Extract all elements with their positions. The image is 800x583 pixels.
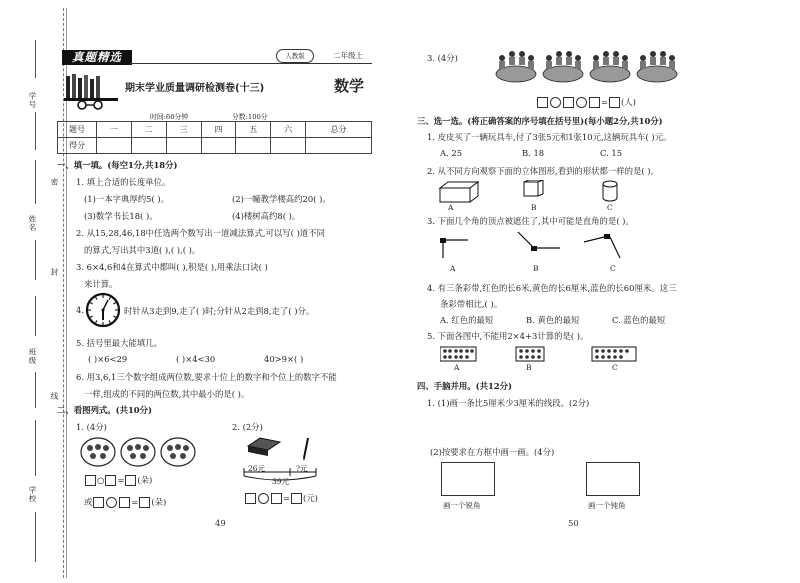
section-1-title: 一、填一填。(每空1分,共18分) — [57, 160, 178, 170]
s4-question-1: 1. (1)画一条比5厘米少3厘米的线段。(2分) — [427, 398, 590, 408]
answer-box[interactable] — [291, 493, 302, 504]
school-line-lower — [35, 512, 36, 562]
clock-icon — [85, 292, 121, 328]
s1-q1-item-3: (3)数学书长18( )。 — [84, 211, 158, 221]
s3-q1-option-b[interactable]: B. 18 — [522, 148, 545, 158]
exam-time: 时间:60分钟 — [150, 113, 189, 121]
student-id-line-lower — [35, 112, 36, 150]
answer-box[interactable] — [125, 475, 136, 486]
score-cell[interactable] — [166, 138, 201, 154]
seal-word-feng: 封 — [50, 268, 59, 276]
answer-box[interactable] — [245, 493, 256, 504]
s1-question-5: 5. 括号里最大能填几。 — [76, 338, 163, 348]
score-table-row2-label: 得分 — [58, 138, 97, 154]
score-col-4: 四 — [201, 122, 236, 138]
score-col-total: 总分 — [306, 122, 372, 138]
s1-q1-item-4: (4)楼树高约8( )。 — [232, 211, 301, 221]
s2-q1-equation-1: ○ = (朵) — [84, 474, 152, 486]
s2-q2-equation: = (元) — [244, 492, 318, 504]
answer-circle[interactable] — [576, 97, 587, 108]
right-q3-equation: = (人) — [536, 96, 636, 108]
answer-box[interactable] — [271, 493, 282, 504]
student-id-label: 学号 — [28, 92, 37, 109]
score-col-3: 三 — [166, 122, 201, 138]
books-glasses-icon — [64, 72, 120, 110]
score-table-header-row — [58, 122, 372, 138]
exam-title: 期末学业质量调研检测卷(十三) — [125, 83, 265, 94]
name-line — [35, 160, 36, 204]
s3-q2-label-a: A — [448, 203, 454, 212]
s1-question-2-line-2: 的算式,写出其中3道( ),( ),( )。 — [84, 245, 201, 255]
flower-groups-image — [80, 436, 196, 468]
grade-label: 二年级上 — [333, 51, 363, 60]
score-cell[interactable] — [131, 138, 166, 154]
section-2-title: 二、看图列式。(共10分) — [57, 405, 152, 415]
school-line — [35, 420, 36, 476]
s1-question-1: 1. 填上合适的长度单位。 — [76, 177, 171, 187]
s3-q3-label-a: A — [450, 264, 456, 273]
s3-question-2: 2. 从不同方向观察下面的立体图形,看到的形状都一样的是( )。 — [427, 166, 659, 176]
s3-q1-option-c[interactable]: C. 15 — [600, 148, 623, 158]
s2-q1-equation-2: 或 = (朵) — [84, 497, 167, 507]
answer-box[interactable] — [93, 497, 104, 508]
class-line-lower — [35, 372, 36, 408]
answer-box[interactable] — [537, 97, 548, 108]
answer-circle[interactable] — [550, 97, 561, 108]
answer-box[interactable] — [609, 97, 620, 108]
s3-question-5: 5. 下面各图中,不能用2×4+3计算的是( )。 — [427, 331, 589, 341]
seal-word-xian: 线 — [50, 392, 59, 400]
answer-box[interactable] — [85, 475, 96, 486]
score-cell[interactable] — [201, 138, 236, 154]
score-col-1: 一 — [97, 122, 132, 138]
s1-q5-item-2: ( )×4<30 — [176, 354, 216, 364]
score-table-row1-label: 题号 — [58, 122, 97, 138]
s1-question-4: 时针从3走到9,走了( )时;分针从2走到8,走了( )分。 — [124, 306, 315, 316]
book-and-pen-image — [244, 436, 324, 462]
unit-label: (人) — [621, 97, 636, 107]
unit-label: (元) — [303, 493, 318, 503]
pen-price-label: ?元 — [296, 464, 308, 473]
s3-q2-label-b: B — [531, 203, 537, 212]
s3-q4-option-b[interactable]: B. 黄色的最短 — [526, 315, 580, 325]
section-4-title: 四、手脑并用。(共12分) — [417, 381, 512, 391]
answer-box[interactable] — [139, 497, 150, 508]
score-col-6: 六 — [271, 122, 306, 138]
s3-question-1: 1. 皮皮买了一辆玩具车,付了3张5元和1张10元,这辆玩具车( )元。 — [427, 132, 672, 142]
s1-question-3-line-1: 3. 6×4,6和4在算式中都叫( ),积是( ),用乘法口诀( ) — [76, 262, 268, 272]
page-number-right: 50 — [568, 518, 579, 528]
score-col-5: 五 — [236, 122, 271, 138]
s1-q5-item-1: ( )×6<29 — [88, 354, 128, 364]
s3-q5-label-a: A — [454, 363, 460, 372]
score-cell[interactable] — [271, 138, 306, 154]
s2-question-1: 1. (4分) — [76, 422, 107, 432]
section-3-title: 三、选一选。(将正确答案的序号填在括号里)(每小题2分,共10分) — [417, 116, 663, 126]
seal-word-mi: 密 — [50, 178, 59, 186]
class-line — [35, 296, 36, 336]
score-cell[interactable] — [97, 138, 132, 154]
people-around-tables-image — [494, 46, 684, 90]
s3-question-3: 3. 下面几个角的顶点被遮住了,其中可能是直角的是( )。 — [427, 216, 634, 226]
answer-circle[interactable] — [258, 493, 269, 504]
answer-box[interactable] — [563, 97, 574, 108]
acute-angle-caption: 画一个锐角 — [443, 501, 481, 510]
s3-q3-label-b: B — [533, 264, 539, 273]
acute-angle-drawing-box[interactable] — [441, 462, 495, 496]
s1-question-6-line-2: 一样,组成的不同的两位数,其中最小的是( )。 — [84, 389, 250, 399]
student-id-line — [35, 40, 36, 78]
s2-question-2: 2. (2分) — [232, 422, 263, 432]
s3-q3-label-c: C — [610, 264, 616, 273]
right-question-3: 3. (4分) — [427, 53, 458, 63]
s3-q4-option-c[interactable]: C. 蓝色的最短 — [612, 315, 666, 325]
obtuse-angle-drawing-box[interactable] — [586, 462, 640, 496]
s3-q5-label-c: C — [612, 363, 618, 372]
s1-q5-item-3: 40>9×( ) — [264, 354, 304, 364]
name-line-lower — [35, 240, 36, 280]
s1-question-6-line-1: 6. 用3,6,1三个数字组成两位数,要求十位上的数字和个位上的数字不能 — [76, 372, 337, 382]
edition-badge: 人教版 — [276, 49, 314, 63]
subject-title: 数学 — [334, 77, 365, 95]
answer-circle[interactable] — [106, 497, 117, 508]
header-rule — [130, 63, 372, 64]
total-price-label: 39元 — [272, 477, 290, 486]
s3-question-4-line-2: 条彩带相比,( )。 — [440, 299, 503, 309]
answer-box[interactable] — [105, 475, 116, 486]
s1-q1-item-1: (1)一本字典厚约5( )。 — [84, 194, 170, 204]
or-label: 或 — [84, 497, 93, 507]
s3-q4-option-a[interactable]: A. 红色的最短 — [440, 315, 494, 325]
obtuse-angle-caption: 画一个钝角 — [588, 501, 626, 510]
s4-question-2: (2)按要求在方框中画一画。(4分) — [430, 447, 555, 457]
s1-q1-item-2: (2)一幢教学楼高约20( )。 — [232, 194, 331, 204]
dot-groups-image — [440, 346, 640, 364]
s1-question-3-line-2: 来计算。 — [84, 279, 118, 289]
s1-question-4-number: 4. — [76, 305, 84, 315]
score-col-2: 二 — [131, 122, 166, 138]
s3-q2-label-c: C — [607, 203, 613, 212]
answer-box[interactable] — [119, 497, 130, 508]
answer-box[interactable] — [589, 97, 600, 108]
exam-score-total: 分数:100分 — [232, 113, 268, 121]
s1-question-2-line-1: 2. 从15,28,46,18中任选两个数写出一道减法算式,可以写( )道不同 — [76, 228, 325, 238]
unit-label: (朵) — [137, 475, 153, 485]
class-label: 班级 — [28, 348, 37, 365]
hidden-angles-image — [438, 228, 648, 264]
page-number-left: 49 — [215, 518, 226, 528]
book-price-label: 26元 — [248, 464, 266, 473]
s3-question-4-line-1: 4. 有三条彩带,红色的长6米,黄色的长6厘米,蓝色的长60厘米。这三 — [427, 283, 677, 293]
score-table — [57, 121, 372, 154]
score-table-score-row — [58, 138, 372, 154]
s3-q5-label-b: B — [526, 363, 532, 372]
name-label: 姓名 — [28, 215, 37, 232]
school-label: 学校 — [28, 486, 37, 503]
unit-label: (朵) — [151, 497, 167, 507]
s3-q1-option-a[interactable]: A. 25 — [440, 148, 463, 158]
score-cell[interactable] — [236, 138, 271, 154]
brand-banner: 真题精选 — [62, 50, 132, 65]
score-cell[interactable] — [306, 138, 372, 154]
